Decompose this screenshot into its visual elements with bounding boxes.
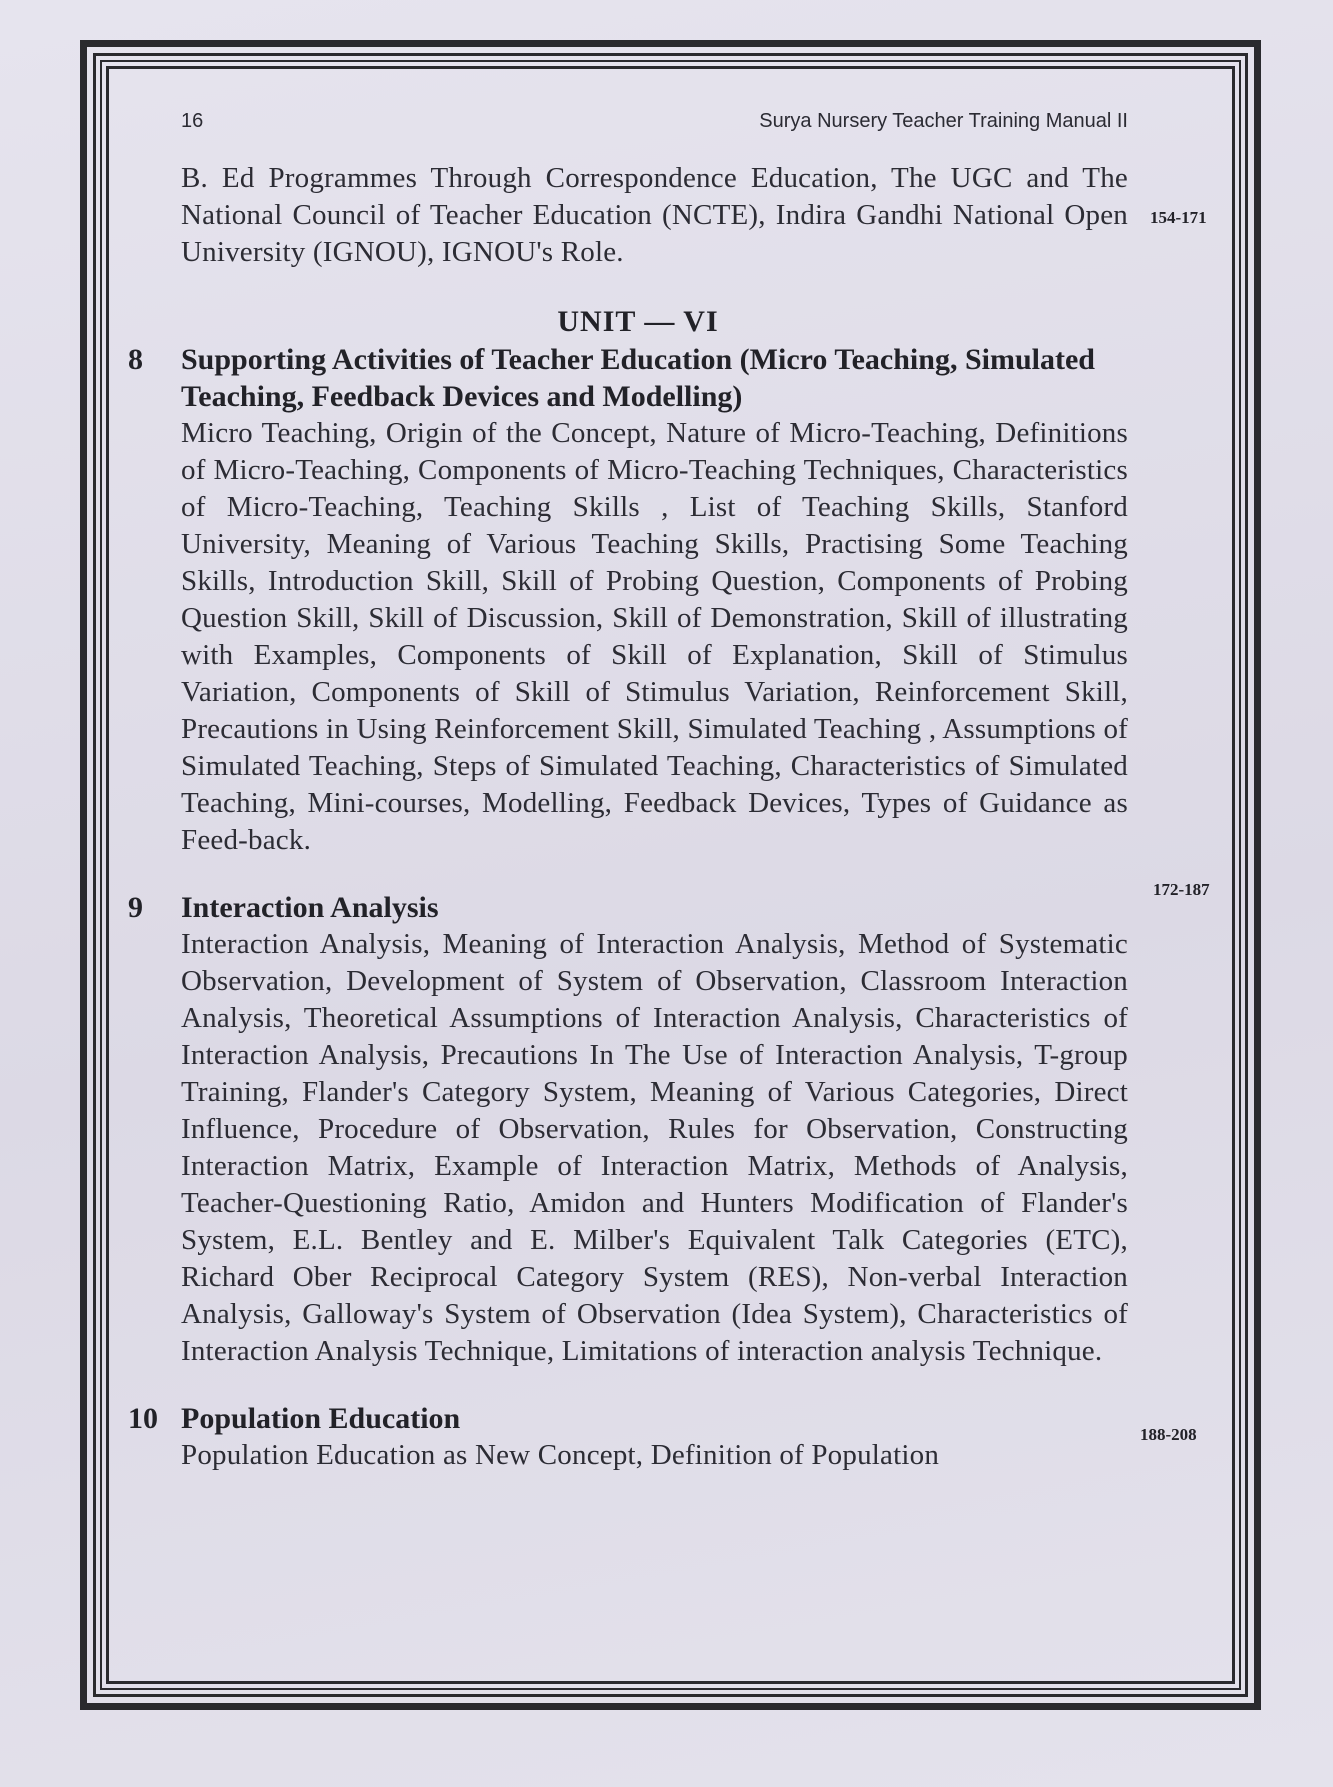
section-9 xyxy=(128,889,1128,1370)
section-number: 8 xyxy=(128,343,143,376)
section-title: Supporting Activities of Teacher Education (Micro Teaching, Simulated Teaching, Feedback Devices and Modelling) xyxy=(181,343,1095,413)
continued-paragraph: B. Ed Programmes Through Correspondence Education, The UGC and The National Council of Teacher Education (NCTE), Indira Gandhi National Open University (IGNOU), IGNOU's Role. xyxy=(181,162,1128,268)
contents-body xyxy=(128,160,1128,1474)
page-range-section-8: 172-187 xyxy=(1153,880,1210,899)
unit-heading: UNIT — VI xyxy=(557,305,719,338)
section-number: 10 xyxy=(128,1402,158,1435)
page-number: 16 xyxy=(181,110,204,132)
page-range-continued: 154-171 xyxy=(1150,208,1207,227)
section-body: Interaction Analysis, Meaning of Interaction Analysis, Method of Systematic Observation, Development of System of Observation, Classroom Interaction Analysis, Theoretical Assumptions of Interaction Analysis, Characteristics of Interaction Analysis, Precautions In The Use of Interaction Analysis, T-group Training, Flander's Category System, Meaning of Various Categories, Direct Influence, Procedure of Observation, Rules for Observation, Constructing Interaction Matrix, Example of Interaction Matrix, Methods of Analysis, Teacher-Questioning Ratio, Amidon and Hunters Modification of Flander's System, E.L. Bentley and E. Milber's Equivalent Talk Categories (ETC), Richard Ober Reciprocal Category System (RES), Non-verbal Interaction Analysis, Galloway's System of Observation (Idea System), Characteristics of Interaction Analysis Technique, Limitations of interaction analysis Technique. xyxy=(181,928,1128,1367)
section-8 xyxy=(128,341,1128,859)
section-10 xyxy=(128,1400,1128,1474)
page-range-section-9: 188-208 xyxy=(1140,1425,1197,1444)
running-title: Surya Nursery Teacher Training Manual II xyxy=(759,110,1128,132)
section-body: Micro Teaching, Origin of the Concept, Nature of Micro-Teaching, Definitions of Micro-Teaching, Components of Micro-Teaching Techniques, Characteristics of Micro-Teaching, Teaching Skills , List of Teaching Skills, Stanford University, Meaning of Various Teaching Skills, Practising Some Teaching Skills, Introduction Skill, Skill of Probing Question, Components of Probing Question Skill, Skill of Discussion, Skill of Demonstration, Skill of illustrating with Examples, Components of Skill of Explanation, Skill of Stimulus Variation, Components of Skill of Stimulus Variation, Reinforcement Skill, Precautions in Using Reinforcement Skill, Simulated Teaching , Assumptions of Simulated Teaching, Steps of Simulated Teaching, Characteristics of Simulated Teaching, Mini-courses, Modelling, Feedback Devices, Types of Guidance as Feed-back. xyxy=(181,417,1128,856)
section-title: Interaction Analysis xyxy=(181,891,439,924)
section-title: Population Education xyxy=(181,1402,461,1435)
page-header xyxy=(181,106,1128,140)
section-body: Population Education as New Concept, Definition of Population xyxy=(181,1439,940,1471)
section-number: 9 xyxy=(128,891,143,924)
